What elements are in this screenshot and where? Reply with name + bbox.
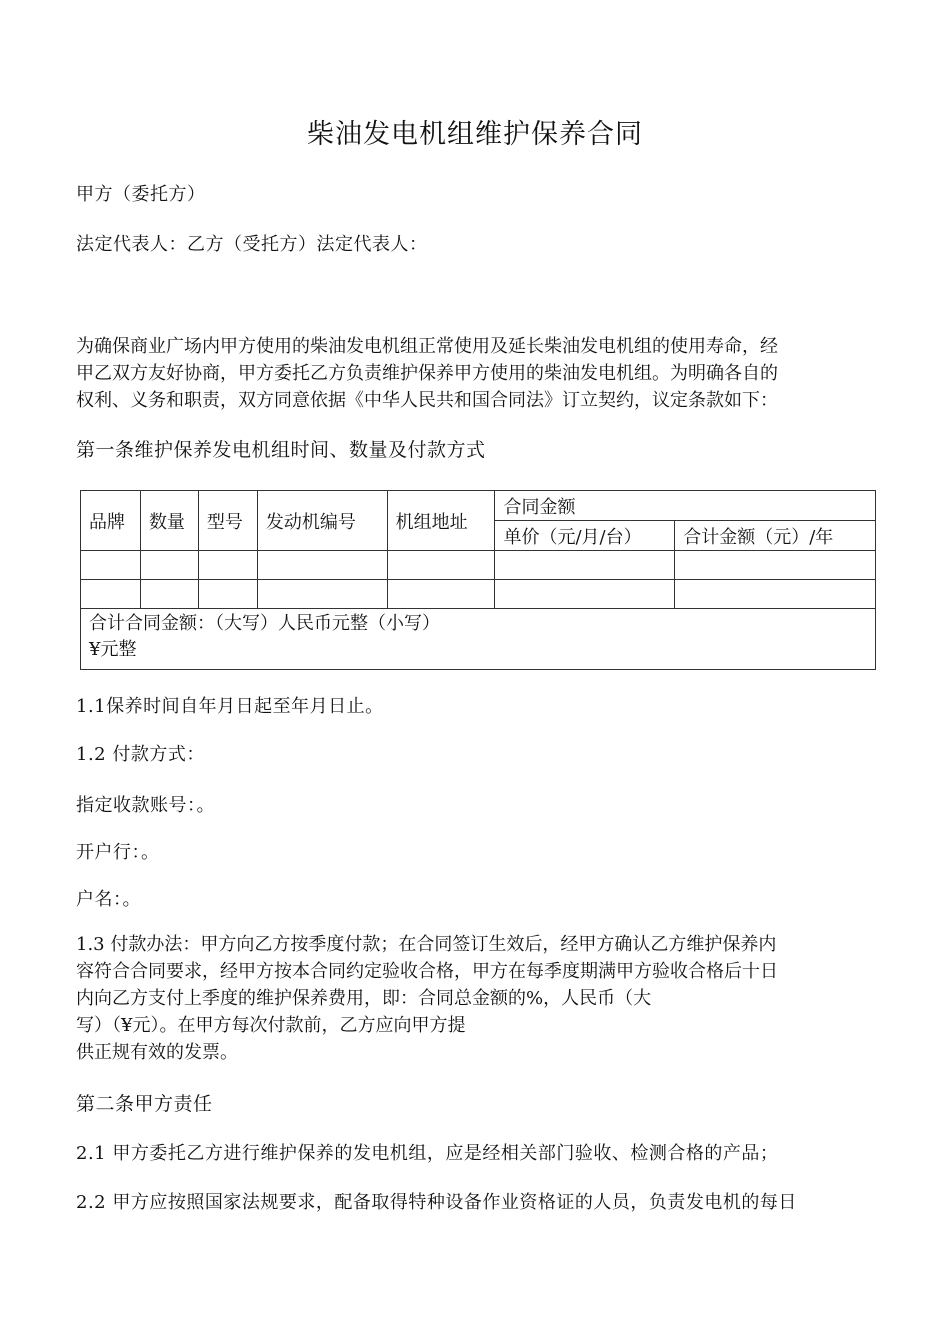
table-cell (495, 551, 675, 580)
clause-1-2: 1.2 付款方式： (76, 744, 205, 765)
article-2-heading: 第二条甲方责任 (76, 1093, 213, 1115)
table-cell (257, 580, 387, 609)
header-total-amount: 合计金额（元）/年 (675, 521, 876, 551)
intro-line: 权利、义务和职责，双方同意依据《中华人民共和国合同法》订立契约，议定条款如下： (76, 390, 778, 411)
table-cell (675, 551, 876, 580)
clause-1-3-line: 写）（¥元）。在甲方每次付款前，乙方应向甲方提 (76, 1015, 466, 1036)
table-row (81, 551, 876, 580)
table-cell (81, 580, 141, 609)
intro-line: 为确保商业广场内甲方使用的柴油发电机组正常使用及延长柴油发电机组的使用寿命，经 (76, 336, 778, 357)
clause-1-1: 1.1保养时间自年月日起至年月日止。 (76, 696, 384, 717)
header-address: 机组地址 (387, 491, 495, 551)
total-amount-text: 合计合同金额：（大写）人民币元整（小写） (89, 613, 440, 634)
table-row (81, 580, 876, 609)
table-cell (495, 580, 675, 609)
clause-1-3-line: 供正规有效的发票。 (76, 1042, 238, 1063)
account-name-line: 户名：。 (76, 889, 141, 910)
intro-paragraph (76, 333, 876, 414)
table-cell (675, 580, 876, 609)
total-amount-figure: ¥元整 (89, 639, 137, 660)
table-total-row (81, 609, 876, 670)
table-cell (198, 580, 257, 609)
header-model: 型号 (198, 491, 257, 551)
party-a-line: 甲方（委托方） (76, 184, 206, 205)
clause-1-3-line: 1.3 付款办法：甲方向乙方按季度付款；在合同签订生效后，经甲方确认乙方维护保养内 (76, 934, 777, 955)
table-cell (140, 580, 198, 609)
clause-2-1: 2.1 甲方委托乙方进行维护保养的发电机组，应是经相关部门验收、检测合格的产品； (76, 1143, 779, 1164)
table-cell (387, 551, 495, 580)
total-amount-cell (81, 609, 876, 670)
table-cell (198, 551, 257, 580)
header-quantity: 数量 (140, 491, 198, 551)
table-cell (81, 551, 141, 580)
table-cell (257, 551, 387, 580)
bank-line: 开户行：。 (76, 842, 160, 863)
header-contract-amount: 合同金额 (495, 491, 876, 521)
header-brand: 品牌 (81, 491, 141, 551)
intro-line: 甲乙双方友好协商，甲方委托乙方负责维护保养甲方使用的柴油发电机组。为明确各自的 (76, 363, 778, 384)
article-1-heading: 第一条维护保养发电机组时间、数量及付款方式 (76, 439, 486, 461)
header-engine-number: 发动机编号 (257, 491, 387, 551)
clause-1-3 (76, 931, 876, 1066)
header-unit-price: 单价（元/月/台） (495, 521, 675, 551)
clause-1-3-line: 内向乙方支付上季度的维护保养费用，即：合同总金额的%，人民币（大 (76, 988, 652, 1009)
account-number-line: 指定收款账号：。 (76, 795, 215, 816)
clause-2-2: 2.2 甲方应按照国家法规要求，配备取得特种设备作业资格证的人员，负责发电机的每日 (76, 1192, 797, 1213)
clause-1-3-line: 容符合合同要求，经甲方按本合同约定验收合格，甲方在每季度期满甲方验收合格后十日 (76, 961, 778, 982)
table-cell (140, 551, 198, 580)
table-cell (387, 580, 495, 609)
contract-table (80, 490, 876, 670)
representatives-line: 法定代表人：乙方（受托方）法定代表人： (76, 234, 428, 255)
document-title: 柴油发电机组维护保养合同 (307, 119, 643, 150)
